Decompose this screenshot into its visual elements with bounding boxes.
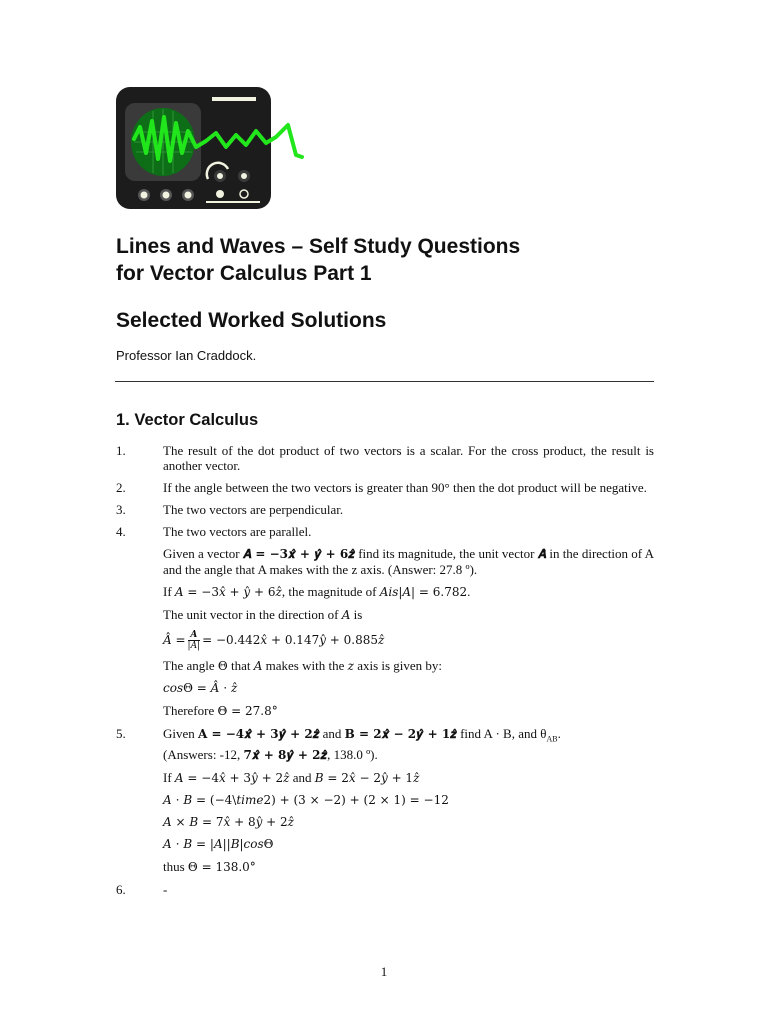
solution-result: Therefore Θ = 27.8° [163,703,278,718]
solution-line: If 𝐴 = −4𝑥̂ + 3𝑦̂ + 2𝑧̂ and 𝐵 = 2𝑥̂ − 2𝑦̂ + 1𝑧̂ [163,769,420,785]
item-text: If the angle between the two vectors is greater than 90° then the dot product will be negative. [163,480,647,495]
fraction: $\frac{\text{𝑨}}{\text{|𝐴|}}$ [187,630,201,651]
unit-vector-equation: 𝐴̂ = $\frac{\text{𝑨}}{\text{|𝐴|}}$ = −0.442𝑥̂ + 0.147𝑦̂ + 0.885𝑧̂ [163,630,385,651]
question-text: Given A = −4𝒙̂ + 3𝒚̂ + 2𝒛̂ and B = 2𝒙̂ − 2𝒚̂ + 1𝒛̂ find A · B, and $\theta_{AB}$. (Answers: -12, 7𝒙̂ + 8𝒚̂ + 2𝒛̂, 138.0 º). [163,726,561,762]
author-name: Professor Ian Craddock. [116,348,257,363]
item-text: The two vectors are parallel. [163,524,312,539]
question-text: Given a vector 𝑨 = −3𝒙̂ + 𝒚̂ + 6𝒛̂ find its magnitude, the unit vector 𝑨̂ in the direction of A and the angle that A makes with the z axis. (Answer: 27.8 º). [163,546,655,577]
list-item [116,524,654,719]
page-number: 1 [380,964,388,979]
solution-line: If 𝐴 = −3𝑥̂ + 𝑦̂ + 6𝑧̂, the magnitude of 𝐴𝑖𝑠|𝐴| = 6.782. [163,584,471,599]
list-item [116,480,654,495]
item-number: 6. [116,881,126,897]
title-line-1: Lines and Waves – Self Study Questions [116,235,521,258]
magnitude-equation: 𝐴 ⋅ 𝐵 = |𝐴||𝐵|𝑐𝑜𝑠Θ [163,836,274,851]
item-text: The result of the dot product of two vectors is a scalar. For the cross product, the result is another vector. [163,443,654,473]
list-item [116,502,654,517]
item-text: - [163,881,168,897]
item-number: 1. [116,443,126,458]
list-item [116,882,654,897]
item-number: 4. [116,524,126,539]
dot-product-equation: 𝐴 ⋅ 𝐵 = (−4\𝑡𝑖𝑚𝑒2) + (3 × −2) + (2 × 1) = −12 [163,792,449,807]
item-number: 3. [116,502,126,517]
list-item [116,443,654,473]
list-item [116,726,654,875]
title-line-2: for Vector Calculus Part 1 [116,262,372,285]
solution-line: The angle Θ that 𝐴 makes with the 𝑧 axis is given by: [163,658,443,673]
item-text: The two vectors are perpendicular. [163,502,344,517]
solution-result: thus Θ = 138.0° [163,858,256,874]
document-subtitle: Selected Worked Solutions [116,309,387,332]
section-heading: 1. Vector Calculus [116,411,259,429]
document-title [116,233,520,287]
cosine-equation: 𝑐𝑜𝑠Θ = 𝐴̂ ⋅ 𝑧̂ [163,681,238,695]
horizontal-divider [115,381,654,382]
solution-line: The unit vector in the direction of 𝐴 is [163,607,363,622]
solutions-list [116,443,654,904]
item-number: 5. [116,726,126,741]
cross-product-equation: 𝐴 × 𝐵 = 7𝑥̂ + 8𝑦̂ + 2𝑧̂ [163,814,294,829]
oscilloscope-logo [116,87,306,212]
item-number: 2. [116,480,126,495]
